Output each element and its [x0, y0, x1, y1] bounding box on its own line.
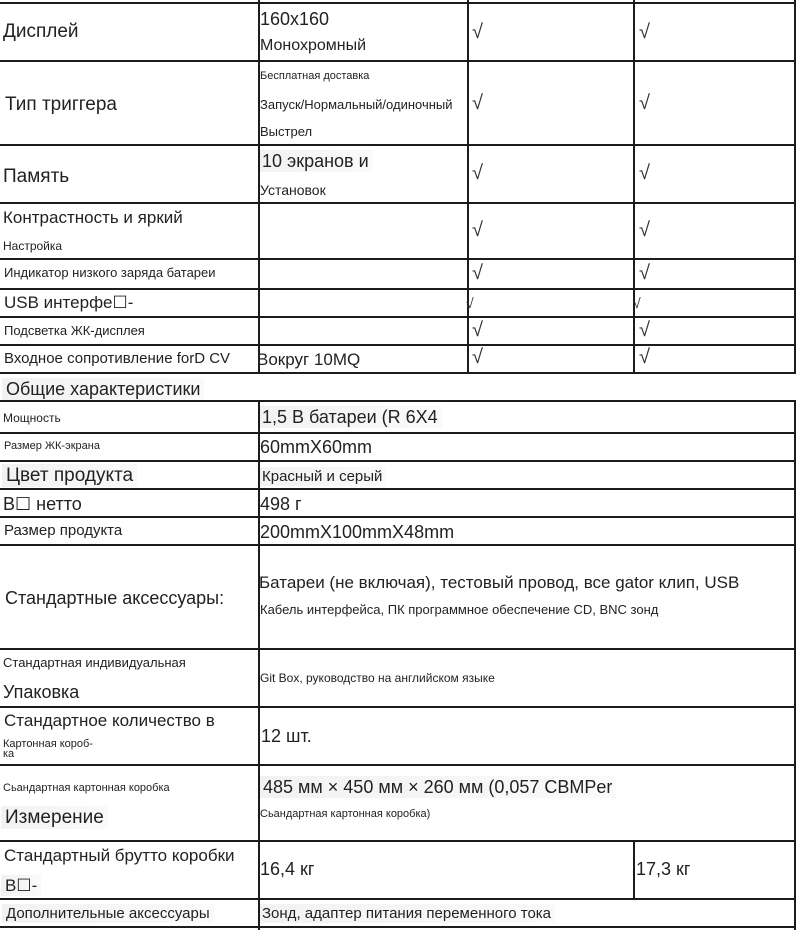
check-mark-icon: √: [639, 92, 650, 114]
cell-value: Красный и серый: [258, 467, 386, 486]
check-mark-icon: √: [472, 162, 483, 184]
row-label: USB интерфе☐-: [4, 293, 134, 312]
cell-value: 160x160: [260, 9, 330, 29]
row-divider: [0, 288, 796, 290]
row-label: Индикатор низкого заряда батареи: [4, 265, 216, 280]
check-mark-icon: √: [472, 219, 483, 241]
cell-value: Установок: [260, 182, 326, 198]
check-mark-icon: √: [633, 295, 641, 311]
row-divider: [0, 344, 796, 346]
check-mark-icon: √: [639, 346, 650, 368]
row-label: Входное сопротивление forD CV: [4, 350, 231, 367]
check-mark-icon: √: [472, 262, 483, 284]
row-divider: [0, 400, 796, 402]
cell-value: 16,4 кг: [260, 859, 315, 879]
cell-value: Запуск/Нормальный/одиночный: [260, 97, 453, 112]
row-divider: [0, 258, 796, 260]
row-label: Сьандартная картонная коробка: [3, 782, 170, 794]
row-label: Дисплей: [3, 21, 79, 42]
row-label: Память: [3, 166, 70, 187]
cell-value: 200mmX100mmX48mm: [260, 522, 455, 542]
check-mark-icon: √: [466, 295, 474, 311]
row-label: Стандартные аксессуары:: [5, 588, 225, 608]
row-label: Стандартный брутто коробки: [4, 846, 235, 865]
row-label: Дополнительные аксессуары: [2, 904, 214, 923]
cell-value: Выстрел: [260, 124, 313, 139]
row-label: Упаковка: [3, 682, 80, 702]
cell-value: Бесплатная доставка: [260, 70, 370, 82]
row-divider: [0, 372, 796, 374]
cell-value: 60mmX60mm: [260, 437, 373, 457]
section-heading: Общие характеристики: [2, 378, 204, 400]
row-divider: [0, 764, 796, 766]
check-mark-icon: √: [639, 21, 650, 43]
row-divider: [0, 202, 796, 204]
row-divider: [0, 144, 796, 146]
check-mark-icon: √: [472, 346, 483, 368]
cell-value: Батареи (не включая), тестовый провод, все gator клип, USB: [259, 573, 740, 592]
row-label: Контрастность и яркий: [3, 208, 183, 227]
row-divider: [0, 316, 796, 318]
row-label: ка: [3, 748, 15, 760]
row-divider: [0, 898, 796, 900]
check-mark-icon: √: [639, 319, 650, 341]
row-label: Размер продукта: [4, 522, 123, 539]
check-mark-icon: √: [639, 219, 650, 241]
row-divider: [0, 60, 796, 62]
cell-value: 1,5 В батареи (R 6X4: [258, 406, 442, 428]
check-mark-icon: √: [472, 92, 483, 114]
cell-value: Вокруг 10MQ: [257, 350, 361, 369]
row-label: Подсветка ЖК-дисплея: [4, 323, 145, 338]
cell-value: 12 шт.: [261, 726, 312, 746]
cell-value: 10 экранов и: [258, 150, 373, 172]
row-divider: [0, 926, 796, 928]
cell-value: Кабель интерфейса, ПК программное обеспечение CD, BNC зонд: [260, 602, 659, 617]
cell-value: Зонд, адаптер питания переменного тока: [258, 904, 555, 923]
row-label: Мощность: [3, 411, 61, 425]
table-border-right: [794, 400, 796, 930]
row-divider: [0, 544, 796, 546]
cell-value: Сьандартная картонная коробка): [260, 808, 431, 820]
row-label: В☐ нетто: [3, 494, 82, 514]
row-divider: [0, 516, 796, 518]
row-divider: [0, 488, 796, 490]
row-label: Тип триггера: [5, 94, 117, 115]
col-divider: [633, 840, 635, 900]
cell-value: 17,3 кг: [636, 859, 691, 879]
cell-value: 498 г: [260, 494, 302, 514]
row-divider: [0, 706, 796, 708]
row-divider: [0, 2, 796, 4]
row-divider: [0, 840, 796, 842]
check-mark-icon: √: [472, 319, 483, 341]
row-divider: [0, 460, 796, 462]
check-mark-icon: √: [639, 262, 650, 284]
row-label: Картонная короб-: [3, 738, 93, 750]
cell-value: Монохромный: [260, 37, 367, 54]
row-label: Цвет продукта: [2, 464, 137, 487]
check-mark-icon: √: [472, 21, 483, 43]
check-mark-icon: √: [639, 162, 650, 184]
cell-value: 485 мм × 450 мм × 260 мм (0,057 CBMPer: [259, 776, 616, 798]
row-label: В☐-: [1, 875, 41, 896]
row-label: Измерение: [1, 806, 108, 829]
row-divider: [0, 648, 796, 650]
row-divider: [0, 432, 796, 434]
row-label: Размер ЖК-экрана: [4, 440, 100, 452]
cell-value: Git Box, руководство на английском языке: [260, 671, 495, 685]
row-label: Стандартная индивидуальная: [3, 655, 186, 670]
row-label: Настройка: [3, 239, 63, 253]
row-label: Стандартное количество в: [4, 711, 215, 730]
